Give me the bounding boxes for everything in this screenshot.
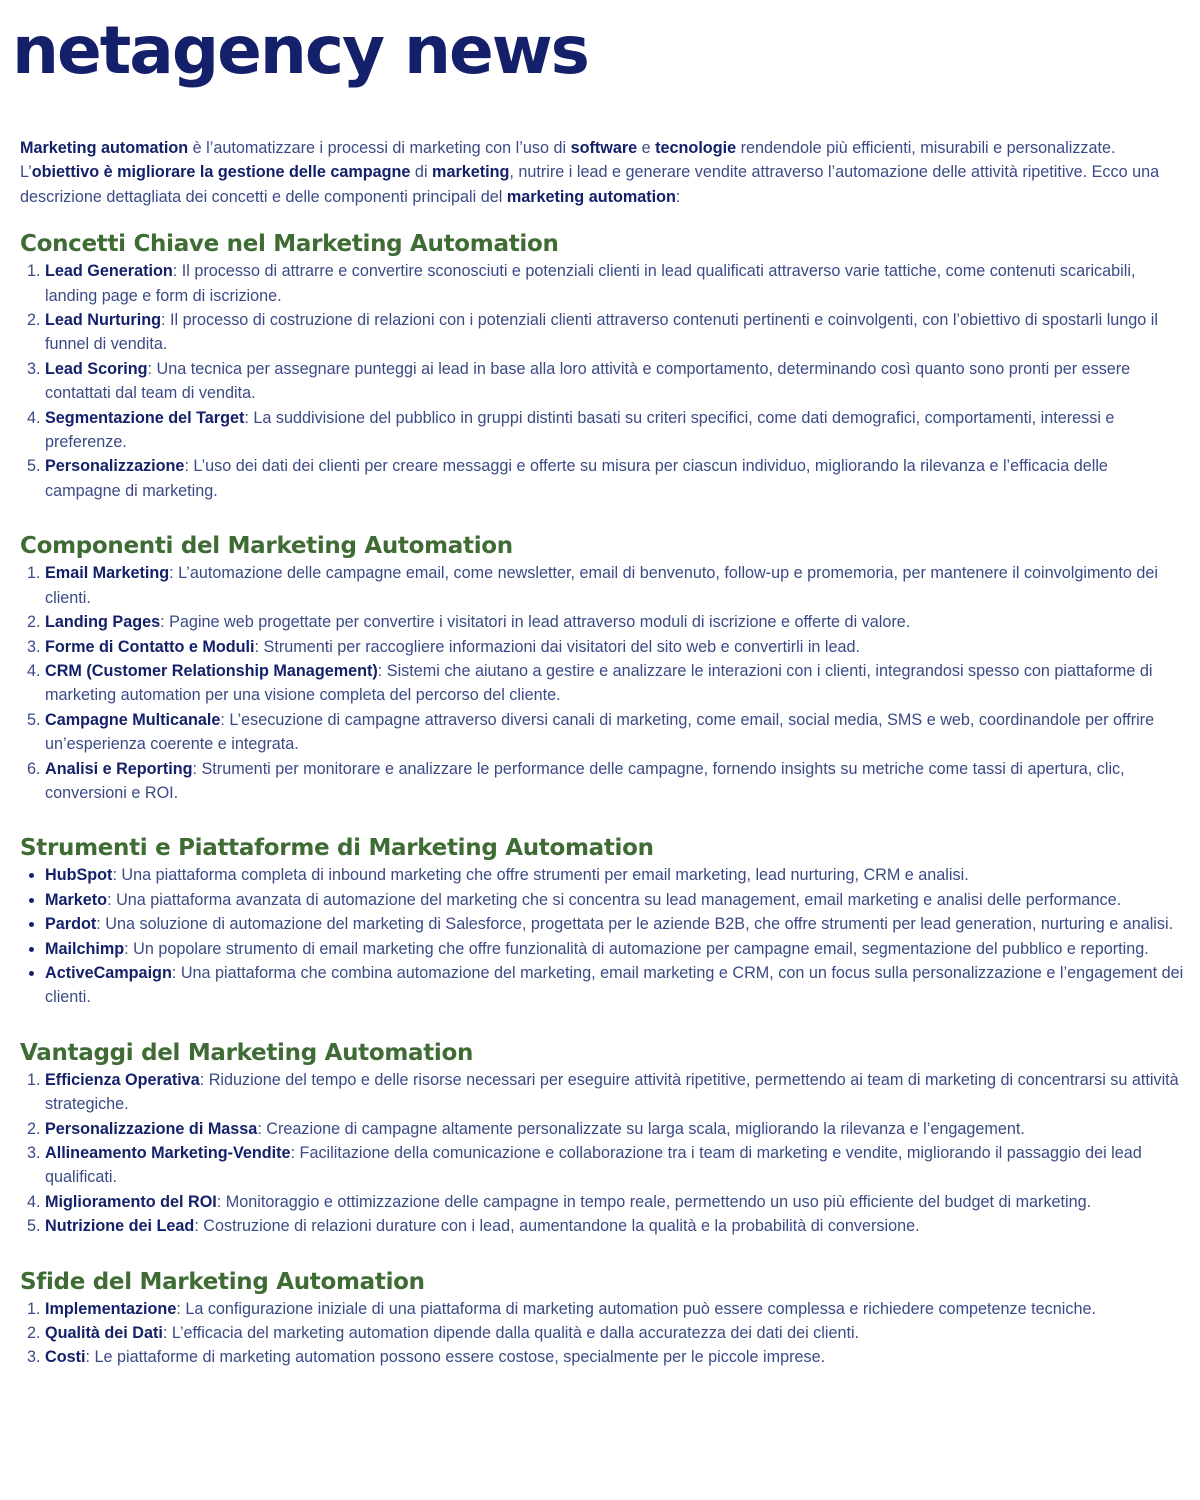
intro-text: di [410,163,433,182]
list-item [45,454,1185,503]
list-item-description: : L’uso dei dati dei clienti per creare messaggi e offerte su misura per ciascun individuo, migliorando la rilevanza e l’efficacia delle campagne di marketing. [45,457,1108,500]
list-item-description: : Strumenti per monitorare e analizzare le performance delle campagne, fornendo insights su metriche come tassi di apertura, clic, conversioni e ROI. [45,759,1125,802]
numbered-list [20,1068,1185,1239]
list-item-description: : Riduzione del tempo e delle risorse necessari per eseguire attività ripetitive, permettendo ai team di marketing di concentrarsi su attività strategiche. [45,1070,1179,1114]
section-heading: Sfide del Marketing Automation [20,1268,425,1295]
numbered-list [20,561,1185,805]
list-item [45,708,1185,757]
intro-keyword: software [570,139,638,157]
list-item-term: Efficienza Operativa [45,1070,200,1089]
list-item-term: Marketo [45,890,108,909]
list-item-term: Campagne Multicanale [45,710,221,729]
list-item-term: Lead Generation [45,262,173,281]
list-item-term: Personalizzazione di Massa [45,1119,258,1138]
list-item [45,659,1185,708]
list-item-description: : Il processo di costruzione di relazioni con i potenziali clienti attraverso contenuti pertinenti e coinvolgenti, con l’obiettivo di spostarli lungo il funnel di vendita. [45,311,1158,354]
list-item-term: Pardot [45,915,97,934]
list-item-term: Forme di Contatto e Moduli [45,637,255,656]
intro-text: rendendole più efficienti, misurabili e personalizzate. L’ [20,139,1116,182]
list-item [45,1321,1185,1345]
list-item [45,1214,1185,1238]
list-item-description: : La configurazione iniziale di una piattaforma di marketing automation può essere complessa e richiedere competenze tecniche. [176,1299,1096,1318]
list-item [45,1190,1185,1214]
list-item-description: : L’efficacia del marketing automation dipende dalla qualità e dalla accuratezza dei dati dei clienti. [162,1324,860,1343]
list-item-term: Miglioramento del ROI [45,1192,217,1211]
list-item-description: : Costruzione di relazioni durature con i lead, aumentandone la qualità e la probabilità di conversione. [194,1217,920,1236]
list-item [45,937,1185,961]
list-item-description: : Una soluzione di automazione del marketing di Salesforce, progettata per le aziende B2B, che offre strumenti per lead generation, nurturing e analisi. [96,915,1174,934]
list-item-term: Personalizzazione [45,457,185,476]
article-body [20,136,1185,1370]
list-item-description: : Una piattaforma che combina automazione del marketing, email marketing e CRM, con un focus sulla personalizzazione e l’engagement dei clienti. [45,963,1184,1007]
intro-keyword: tecnologie [655,139,737,157]
list-item-term: Costi [45,1348,86,1367]
list-item-description: : Facilitazione della comunicazione e collaborazione tra i team di marketing e vendite, migliorando il passaggio dei lead qualificati. [45,1144,1142,1187]
list-item-term: Lead Nurturing [45,311,162,330]
list-item-term: Qualità dei Dati [45,1324,163,1343]
intro-text: , nutrire i lead e generare vendite attraverso l’automazione delle attività ripetitive. Ecco una descrizione dettagliata dei concetti e delle componenti principali del [20,163,1160,206]
intro-paragraph [20,136,1185,209]
section-spacer [20,805,1185,833]
intro-text: e [637,139,656,157]
intro-keyword: Marketing automation [20,139,189,157]
list-item-term: Analisi e Reporting [45,759,193,778]
list-item-description: : Creazione di campagne altamente personalizzate su larga scala, migliorando la rilevanza e l’engagement. [257,1119,1025,1138]
list-item [45,1117,1185,1141]
list-item [45,561,1185,610]
list-item-description: : Un popolare strumento di email marketing che offre funzionalità di automazione per campagne email, segmentazione del pubblico e reporting. [124,939,1149,958]
section-heading: Vantaggi del Marketing Automation [20,1039,474,1066]
list-item [45,1345,1185,1369]
list-item-term: Segmentazione del Target [45,408,245,427]
numbered-list [20,1297,1185,1370]
list-item-term: ActiveCampaign [45,963,172,982]
list-item [45,610,1185,634]
list-item-term: Allineamento Marketing-Vendite [45,1144,291,1162]
intro-text: è l’automatizzare i processi di marketing con l’uso di [188,139,571,157]
list-item-description: : Sistemi che aiutano a gestire e analizzare le interazioni con i clienti, integrandosi spesso con piattaforme di marketing automation per una visione completa del percorso del cliente. [45,661,1153,705]
section-spacer [20,209,1185,229]
list-item [45,1141,1185,1190]
section-spacer [20,1010,1185,1038]
list-item-description: : Una piattaforma avanzata di automazione del marketing che si concentra su lead management, email marketing e analisi delle performance. [107,890,1122,909]
list-item-description: : La suddivisione del pubblico in gruppi distinti basati su criteri specifici, come dati demografici, comportamenti, interessi e preferenze. [45,408,1115,452]
bullet-list [20,863,1185,1009]
list-item-description: : Strumenti per raccogliere informazioni dai visitatori del sito web e convertirli in lead. [254,637,861,656]
list-item-description: : Una piattaforma completa di inbound marketing che offre strumenti per email marketing, lead nurturing, CRM e analisi. [112,866,969,885]
list-item [45,259,1185,308]
list-item-term: Implementazione [45,1299,177,1318]
list-item-description: : Le piattaforme di marketing automation possono essere costose, specialmente per le piccole imprese. [85,1348,826,1367]
section-heading: Componenti del Marketing Automation [20,533,513,560]
list-item-description: : Una tecnica per assegnare punteggi ai lead in base alla loro attività e comportamento, determinando così quanto sono pronti per essere contattati dal team di vendita. [45,359,1131,403]
list-item [45,961,1185,1010]
section-spacer [20,1239,1185,1267]
list-item [45,757,1185,806]
list-item-description: : Pagine web progettate per convertire i visitatori in lead attraverso moduli di iscrizione e offerte di valore. [160,613,911,632]
list-item [45,357,1185,406]
intro-text: : [675,187,681,206]
list-item [45,308,1185,357]
list-item-term: Email Marketing [45,564,170,583]
list-item-description: : L’esecuzione di campagne attraverso diversi canali di marketing, come email, social media, SMS e web, coordinandole per offrire un’esperienza coerente e integrata. [45,710,1155,754]
site-logo[interactable]: netagency news [12,12,588,89]
list-item [45,635,1185,659]
list-item-description: : Monitoraggio e ottimizzazione delle campagne in tempo reale, permettendo un uso più efficiente del budget di marketing. [216,1192,1092,1211]
section-heading: Concetti Chiave nel Marketing Automation [20,231,559,258]
list-item-term: Nutrizione dei Lead [45,1217,195,1236]
list-item [45,1068,1185,1117]
intro-keyword: marketing [432,163,510,182]
list-item [45,888,1185,912]
intro-keyword: marketing automation [506,187,676,206]
list-item-term: Landing Pages [45,613,161,632]
list-item-term: Lead Scoring [45,359,148,378]
list-item-description: : L’automazione delle campagne email, come newsletter, email di benvenuto, follow-up e promemoria, per mantenere il coinvolgimento dei clienti. [45,564,1159,607]
list-item-term: HubSpot [45,866,113,885]
article-sections [20,209,1185,1370]
section-heading: Strumenti e Piattaforme di Marketing Automation [20,835,654,862]
list-item [45,912,1185,936]
list-item [45,406,1185,455]
list-item-term: Mailchimp [45,939,125,958]
section-spacer [20,503,1185,531]
list-item [45,1297,1185,1321]
list-item [45,863,1185,887]
list-item-description: : Il processo di attrarre e convertire sconosciuti e potenziali clienti in lead qualificati attraverso varie tattiche, come contenuti scaricabili, landing page e form di iscrizione. [45,262,1136,305]
numbered-list [20,259,1185,503]
intro-keyword: obiettivo è migliorare la gestione delle campagne [31,163,411,182]
list-item-term: CRM (Customer Relationship Management) [45,661,378,680]
